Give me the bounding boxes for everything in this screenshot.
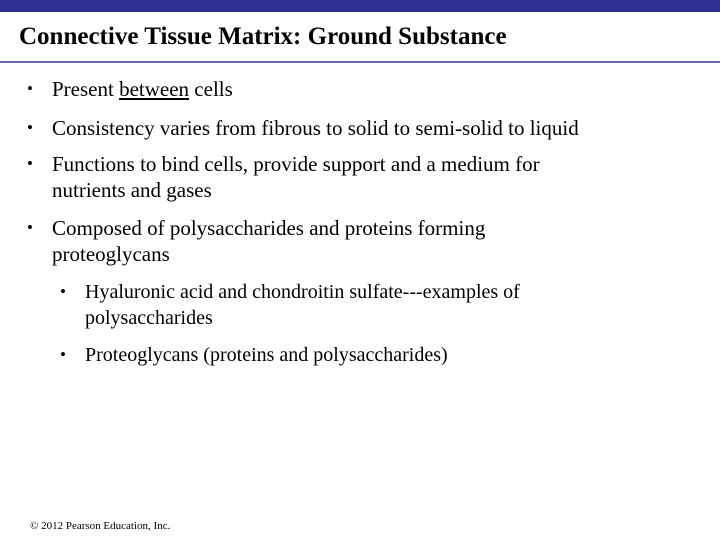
bullet-text-line1: Hyaluronic acid and chondroitin sulfate---examples of <box>85 281 520 303</box>
bullet-marker: • <box>27 218 33 237</box>
sub-bullet-proteoglycans <box>60 342 448 368</box>
copyright-footer: © 2012 Pearson Education, Inc. <box>30 520 171 532</box>
top-accent-bar <box>0 0 720 12</box>
sub-bullet-hyaluronic-acid <box>60 279 520 331</box>
bullet-text-line1: Composed of polysaccharides and proteins forming <box>52 216 486 240</box>
bullet-text: Proteoglycans (proteins and polysaccharides) <box>85 344 448 366</box>
bullet-composed-of <box>27 215 485 267</box>
bullet-text-line1: Functions to bind cells, provide support and a medium for <box>52 152 540 176</box>
bullet-text-end: cells <box>189 77 233 101</box>
bullet-consistency <box>27 115 579 141</box>
bullet-functions <box>27 151 540 203</box>
bullet-text-line2: proteoglycans <box>52 242 170 266</box>
bullet-text-start: Present <box>52 77 120 101</box>
bullet-text <box>52 76 233 102</box>
bullet-present-between-cells <box>27 76 233 102</box>
slide-title: Connective Tissue Matrix: Ground Substance <box>19 23 507 50</box>
bullet-marker: • <box>60 345 66 364</box>
bullet-text: Consistency varies from fibrous to solid to semi-solid to liquid <box>52 116 579 140</box>
title-divider <box>0 61 720 63</box>
bullet-marker: • <box>27 79 33 98</box>
bullet-text-line2: polysaccharides <box>85 307 213 329</box>
underlined-word: between <box>119 77 190 101</box>
bullet-marker: • <box>27 118 33 137</box>
bullet-marker: • <box>27 154 33 173</box>
bullet-marker: • <box>60 282 66 301</box>
bullet-text-line2: nutrients and gases <box>52 178 212 202</box>
